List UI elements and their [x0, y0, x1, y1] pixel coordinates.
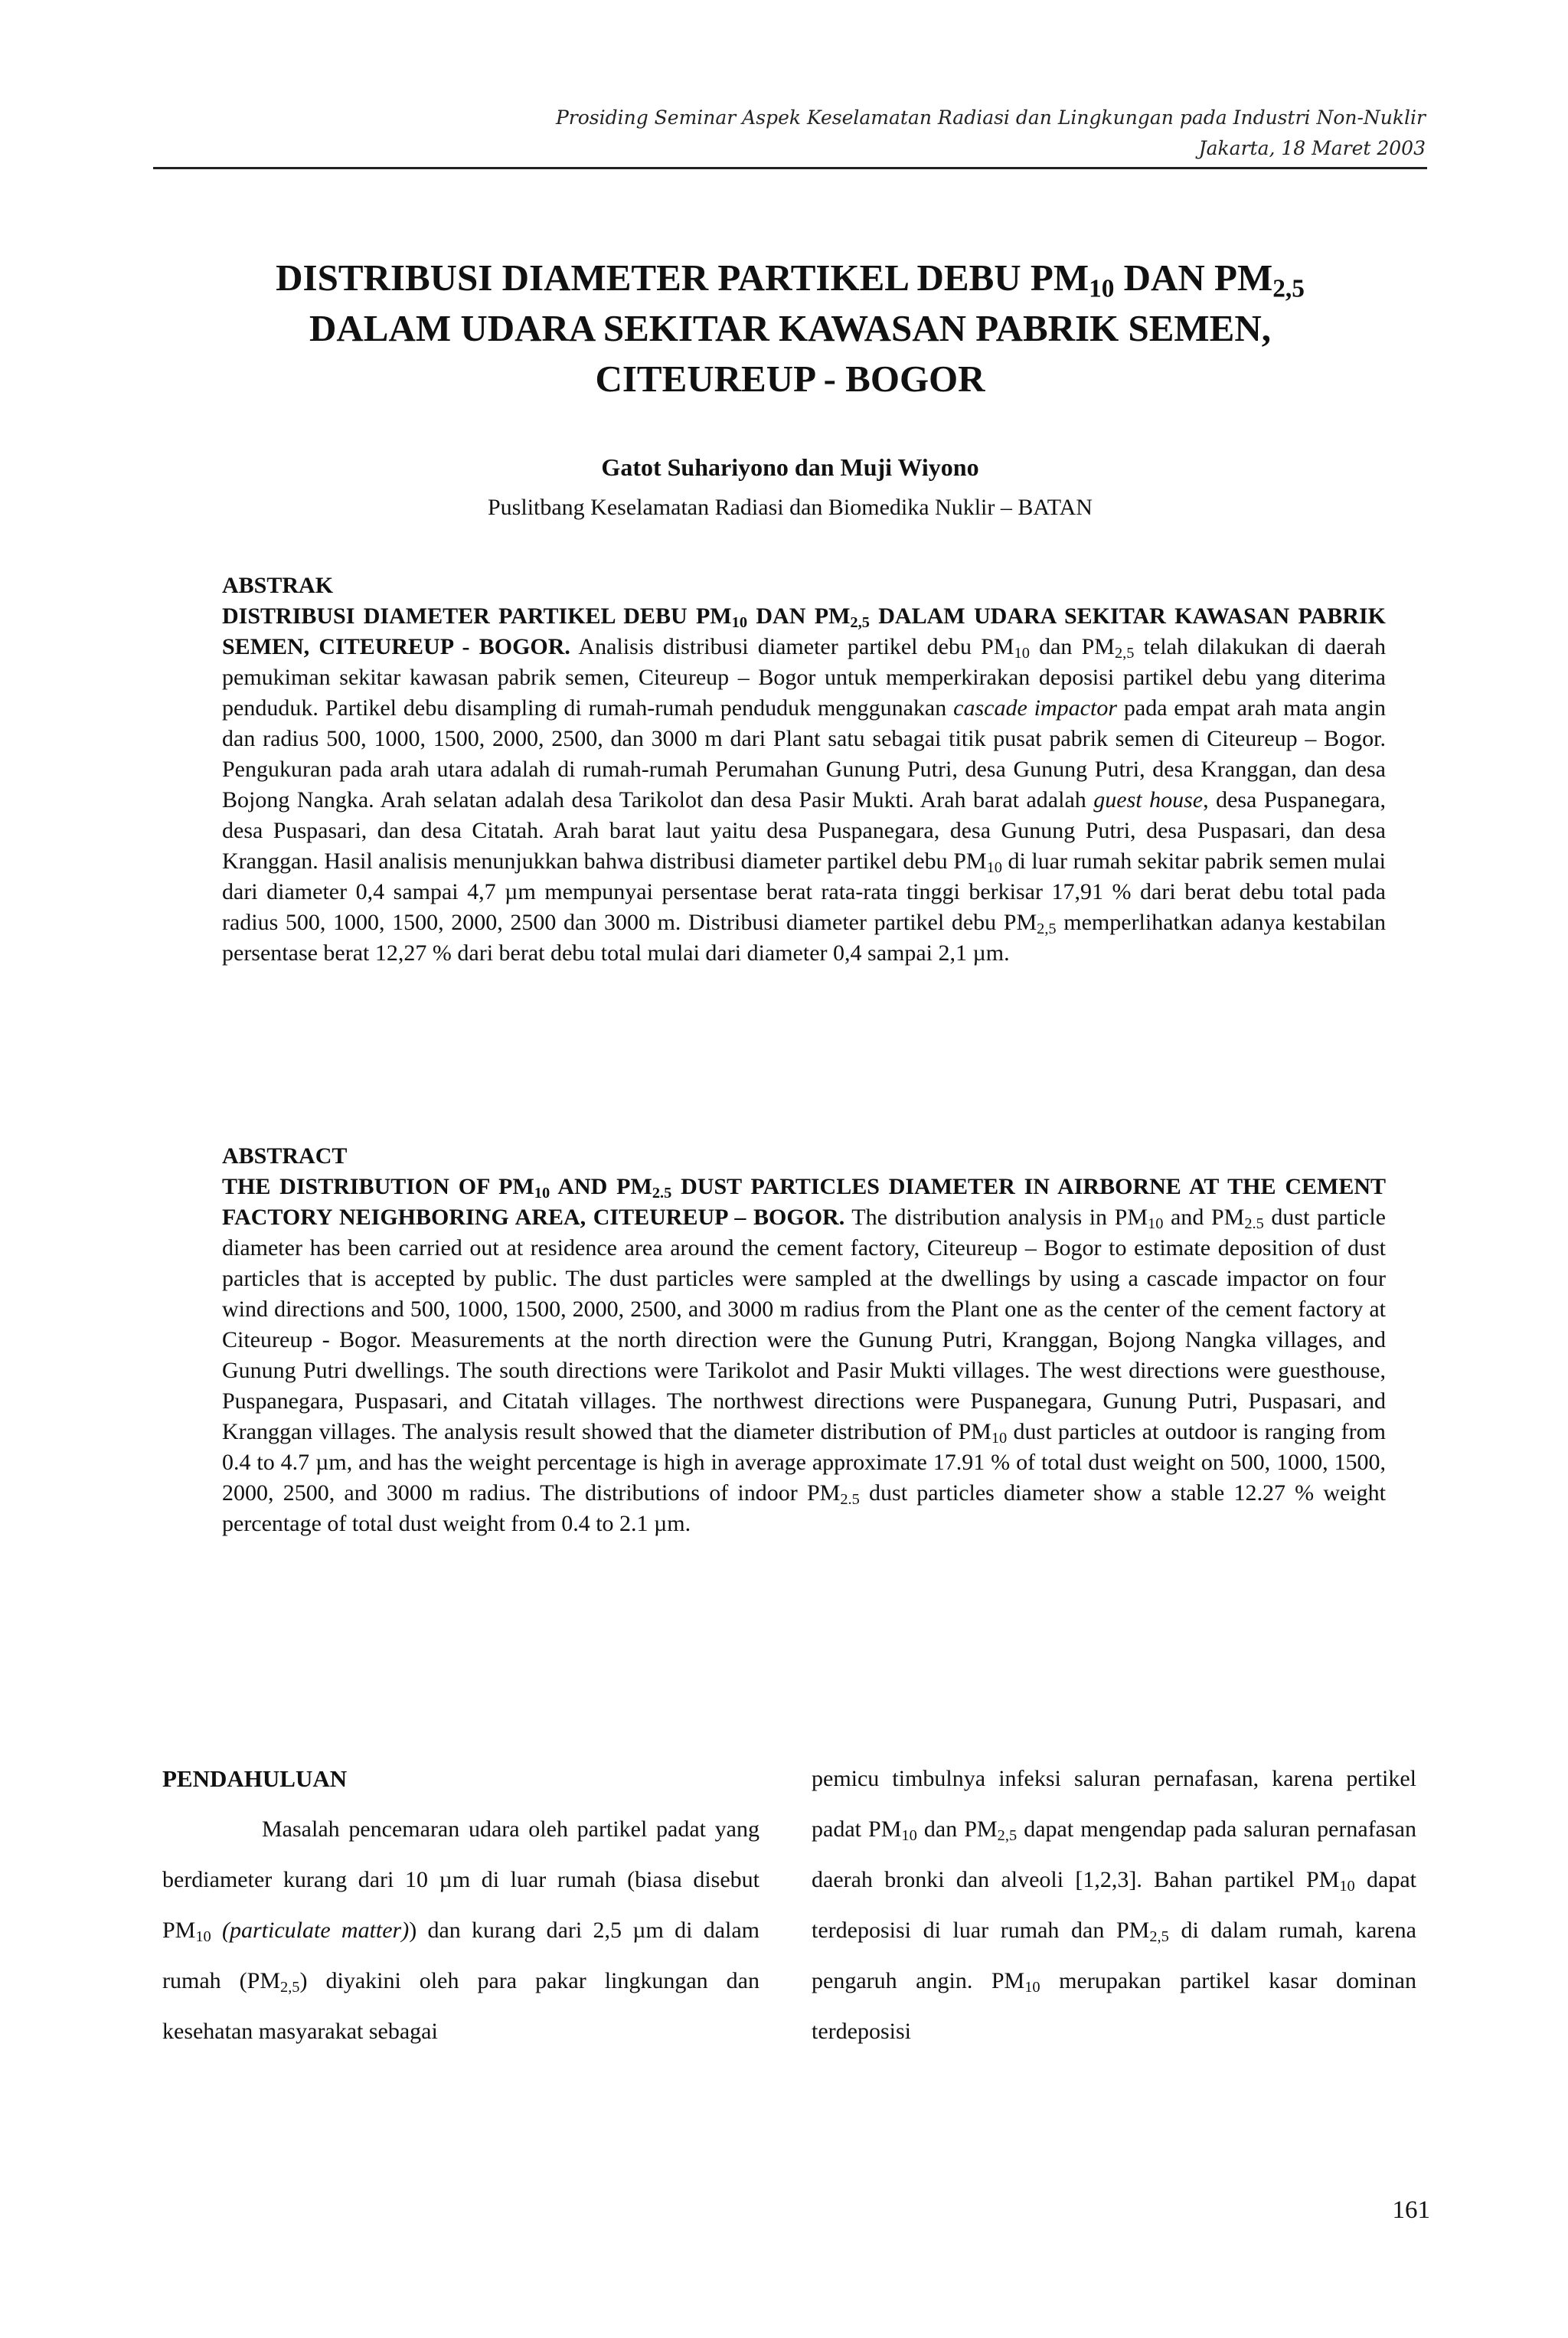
- abstrak-heading: ABSTRAK: [222, 573, 334, 598]
- page-number: 161: [1392, 2196, 1430, 2224]
- title-line-3: CITEUREUP - BOGOR: [595, 358, 985, 400]
- authors: Gatot Suhariyono dan Muji Wiyono: [601, 453, 979, 481]
- abstrak-section: [222, 571, 1386, 969]
- header-rule: [153, 167, 1427, 169]
- title-line-2: DALAM UDARA SEKITAR KAWASAN PABRIK SEMEN,: [309, 307, 1271, 349]
- abstract-title: THE DISTRIBUTION OF $PM_{10}$ AND $PM_{2.5}$ DUST PARTICLES DIAMETER IN AIRBORNE AT THE CEMENT FACTORY NEIGHBORING AREA, CITEUREUP – BOGOR.: [222, 1174, 1387, 1230]
- header-date: Jakarta, 18 Maret 2003: [1198, 137, 1426, 159]
- abstract-section: [222, 1141, 1386, 1539]
- intro-left-column: PENDAHULUAN Masalah pencemaran udara oleh partikel padat yang berdiameter kurang dari 10 µm di luar rumah (biasa disebut $PM_{10}$ (particulate matter)) dan kurang dari 2,5 µm di dalam rumah $(PM_{2,5})$ diyakini oleh para pakar lingkungan dan kesehatan masyarakat sebagai: [162, 1754, 760, 2057]
- affiliation: Puslitbang Keselamatan Radiasi dan Biomedika Nuklir – BATAN: [488, 495, 1093, 520]
- abstract-body: THE DISTRIBUTION OF $PM_{10}$ AND $PM_{2.5}$ DUST PARTICLES DIAMETER IN AIRBORNE AT THE CEMENT FACTORY NEIGHBORING AREA, CITEUREUP – BOGOR. The distribution analysis in $PM_{10}$ and $PM_{2.5}$ dust particle diameter has been carried out at residence area around the cement factory, Citeureup – Bogor to estimate deposition of dust particles that is accepted by public. The dust particles were sampled at the dwellings by using a cascade impactor on four wind directions and 500, 1000, 1500, 2000, 2500, and 3000 m radius from the Plant one as the center of the cement factory at Citeureup - Bogor. Measurements at the north direction were the Gunung Putri, Kranggan, Bojong Nangka villages, and Gunung Putri dwellings. The south directions were Tarikolot and Pasir Mukti villages. The west directions were guesthouse, Puspanegara, Puspasari, and Citatah villages. The northwest directions were Puspanegara, Gunung Putri, Puspasari, and Kranggan villages. The analysis result showed that the diameter distribution of $PM_{10}$ dust particles at outdoor is ranging from 0.4 to 4.7 µm, and has the weight percentage is high in average approximate 17.91 % of total dust weight on 500, 1000, 1500, 2000, 2500, and 3000 m radius. The distributions of indoor $PM_{2.5}$ dust particles diameter show a stable 12.27 % weight percentage of total dust weight from 0.4 to 2.1 µm.: [222, 1174, 1387, 1536]
- header-proceedings: Prosiding Seminar Aspek Keselamatan Radiasi dan Lingkungan pada Industri Non-Nuklir: [555, 106, 1426, 129]
- abstract-heading: ABSTRACT: [222, 1143, 348, 1169]
- intro-right-column: pemicu timbulnya infeksi saluran pernafasan, karena pertikel padat $PM_{10}$ dan $PM_{2,5}$ dapat mengendap pada saluran pernafasan daerah bronki dan alveoli [1,2,3]. Bahan partikel $PM_{10}$ dapat terdeposisi di luar rumah dan $PM_{2,5}$ di dalam rumah, karena pengaruh angin. $PM_{10}$ merupakan partikel kasar dominan terdeposisi: [812, 1766, 1416, 2044]
- abstrak-body: DISTRIBUSI DIAMETER PARTIKEL DEBU $PM_{10}$ DAN $PM_{2,5}$ DALAM UDARA SEKITAR KAWASAN PABRIK SEMEN, CITEUREUP - BOGOR. Analisis distribusi diameter partikel debu $PM_{10}$ dan $PM_{2,5}$ telah dilakukan di daerah pemukiman sekitar kawasan pabrik semen, Citeureup – Bogor untuk memperkirakan deposisi partikel debu yang diterima penduduk. Partikel debu disampling di rumah-rumah penduduk menggunakan cascade impactor pada empat arah mata angin dan radius 500, 1000, 1500, 2000, 2500, dan 3000 m dari Plant satu sebagai titik pusat pabrik semen di Citeureup – Bogor. Pengukuran pada arah utara adalah di rumah-rumah Perumahan Gunung Putri, desa Gunung Putri, desa Kranggan, dan desa Bojong Nangka. Arah selatan adalah desa Tarikolot dan desa Pasir Mukti. Arah barat adalah guest house, desa Puspanegara, desa Puspasari, dan desa Citatah. Arah barat laut yaitu desa Puspanegara, desa Gunung Putri, desa Puspasari, dan desa Kranggan. Hasil analisis menunjukkan bahwa distribusi diameter partikel debu $PM_{10}$ di luar rumah sekitar pabrik semen mulai dari diameter 0,4 sampai 4,7 µm mempunyai persentase berat rata-rata tinggi berkisar 17,91 % dari berat debu total pada radius 500, 1000, 1500, 2000, 2500 dan 3000 m. Distribusi diameter partikel debu $PM_{2,5}$ memperlihatkan adanya kestabilan persentase berat 12,27 % dari berat debu total mulai dari diameter 0,4 sampai 2,1 µm.: [222, 603, 1387, 966]
- running-header: [556, 103, 1426, 164]
- abstrak-title: DISTRIBUSI DIAMETER PARTIKEL DEBU $PM_{10}$ DAN $PM_{2,5}$ DALAM UDARA SEKITAR KAWASAN PABRIK SEMEN, CITEUREUP - BOGOR.: [222, 603, 1387, 659]
- section-heading-pendahuluan: PENDAHULUAN: [162, 1765, 348, 1792]
- title-line-1: DISTRIBUSI DIAMETER PARTIKEL DEBU $PM_{10}$ DAN $PM_{2,5}$: [276, 257, 1305, 303]
- paper-title: [153, 253, 1427, 404]
